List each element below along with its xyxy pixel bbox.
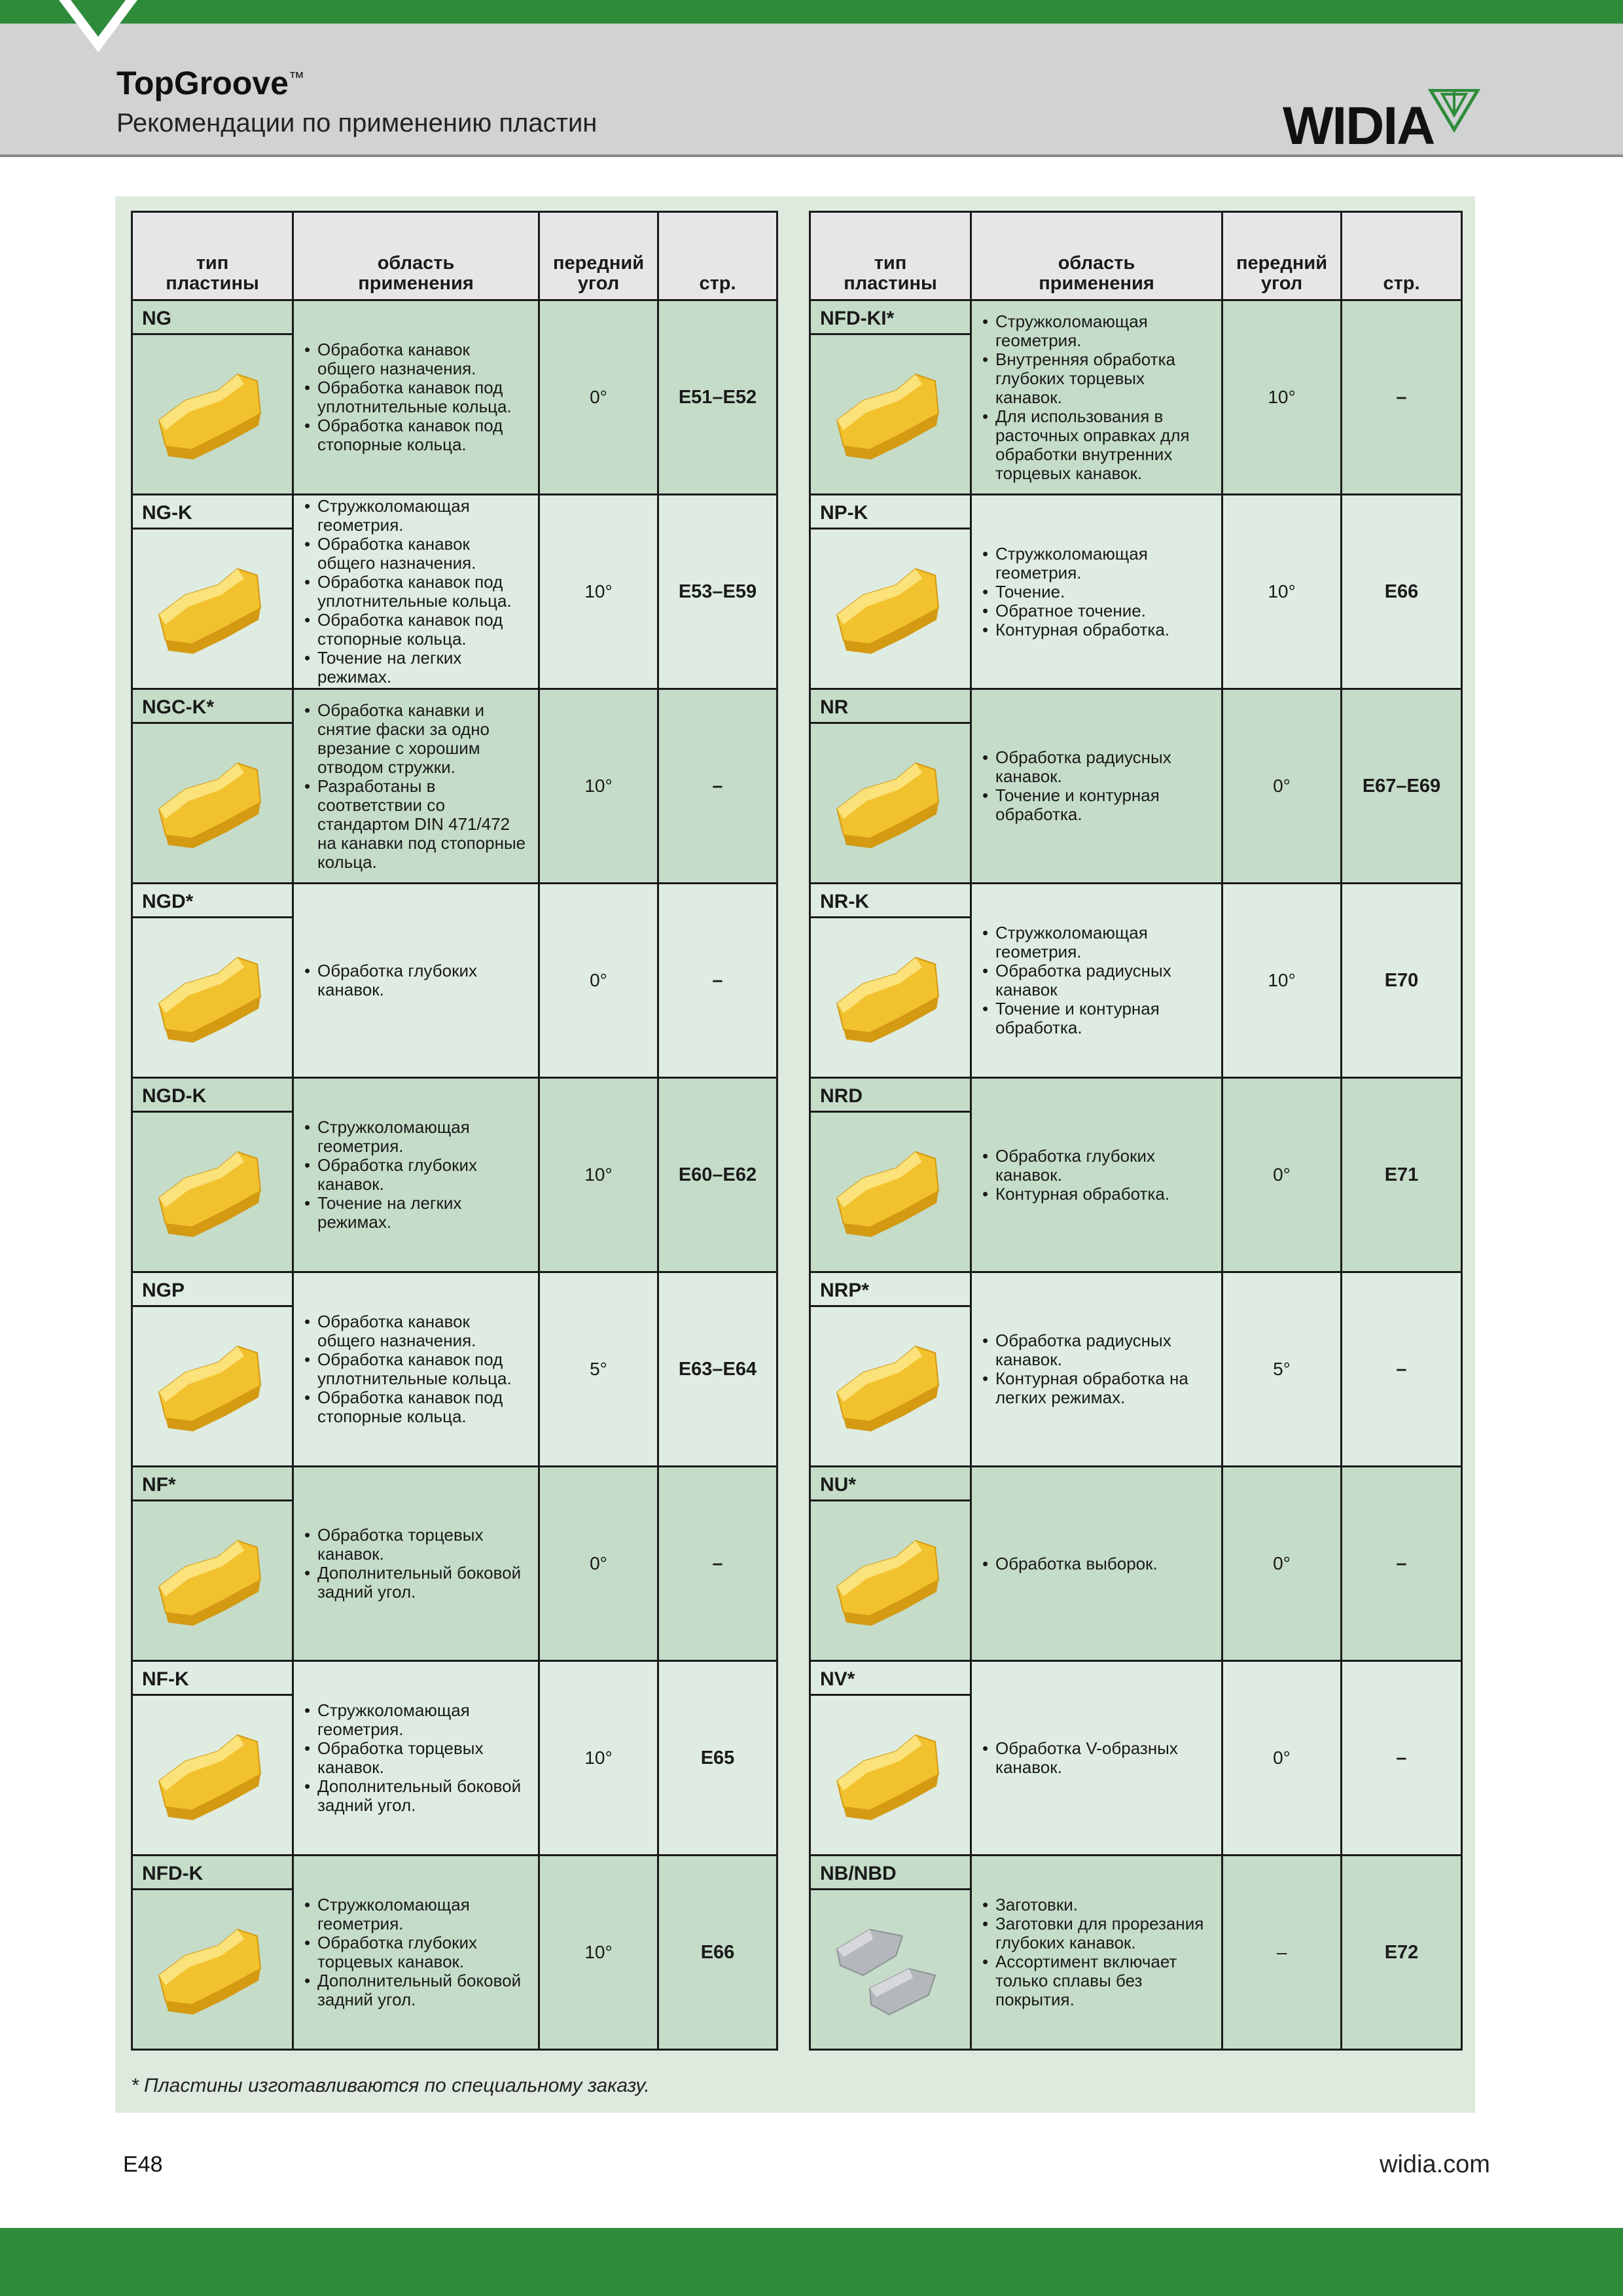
insert-image [133,1890,292,2045]
type-cell [132,689,293,884]
application-item: • Обработка канавок под стопорные кольца. [303,611,531,649]
application-item: • Обработка канавок под стопорные кольца. [303,1388,531,1426]
insert-image [811,918,970,1073]
rake-angle-cell: 0° [1222,1078,1342,1272]
insert-image [133,1113,292,1267]
rake-angle-cell: 5° [539,1272,658,1467]
application-cell [971,495,1222,689]
application-cell [971,689,1222,884]
insert-image-icon [824,1715,955,1833]
application-cell [293,689,539,884]
table-row [132,1856,777,2050]
application-item: • Обработка канавок под уплотнительные кольца. [303,1350,531,1388]
insert-type-label: NFD-K [133,1856,292,1890]
application-item: • Заготовки для прорезания глубоких канавок. [981,1914,1215,1952]
table-row [132,1661,777,1856]
insert-type-label: NGD-K [133,1079,292,1113]
rake-angle-cell: 0° [539,1467,658,1661]
application-item: • Точение на легких режимах. [303,1194,531,1232]
page-title: TopGroove™ [116,65,304,101]
page-header [0,24,1623,157]
header-application: область применения [971,212,1222,300]
rake-angle-cell: – [1222,1856,1342,2050]
insert-image [811,1890,970,2045]
table-row [810,1856,1462,2050]
rake-angle-cell: 10° [1222,495,1342,689]
type-cell [810,1661,971,1856]
application-item: • Обработка выборок. [981,1554,1215,1573]
header-page: стр. [658,212,777,300]
page-ref-cell: E51–E52 [658,300,777,495]
type-cell [810,495,971,689]
header-angle: передний угол [1222,212,1342,300]
type-cell [810,1078,971,1272]
application-item: • Контурная обработка на легких режимах. [981,1369,1215,1407]
application-item: • Обработка торцевых канавок. [303,1739,531,1777]
footnote: * Пластины изготавливаются по специальному заказу. [131,2075,650,2096]
application-item: • Обработка радиусных канавок [981,961,1215,999]
table-row [810,495,1462,689]
application-item: • Обработка V-образных канавок. [981,1739,1215,1777]
insert-image-icon [824,549,955,667]
insert-image [133,724,292,878]
insert-image [811,1501,970,1656]
insert-image-icon [146,549,277,667]
rake-angle-cell: 0° [539,884,658,1078]
type-cell [810,1272,971,1467]
table-row [810,1661,1462,1856]
type-cell [810,1467,971,1661]
application-item: • Для использования в расточных оправках для обработки внутренних торцевых канавок. [981,407,1215,483]
application-item: • Стружколомающая геометрия. [303,1118,531,1156]
application-item: • Обработка канавок общего назначения. [303,535,531,573]
table-row [132,689,777,884]
type-cell [810,300,971,495]
application-item: • Обработка глубоких канавок. [303,1156,531,1194]
insert-image [133,918,292,1073]
application-item: • Обработка радиусных канавок. [981,1331,1215,1369]
left-insert-table [131,211,778,2051]
insert-image-icon [824,744,955,861]
type-cell [132,1856,293,2050]
insert-image-icon [824,938,955,1056]
page-ref-cell: – [658,884,777,1078]
application-item: • Обработка канавок общего назначения. [303,340,531,378]
type-cell [132,495,293,689]
application-item: • Стружколомающая геометрия. [303,1895,531,1933]
type-cell [132,1661,293,1856]
page-subtitle: Рекомендации по применению пластин [116,109,597,137]
insert-type-label: NB/NBD [811,1856,970,1890]
application-cell [293,1856,539,2050]
insert-image-icon [824,355,955,473]
insert-image-icon [146,1327,277,1444]
application-item: • Контурная обработка. [981,1185,1215,1204]
application-cell [293,1661,539,1856]
application-item: • Обратное точение. [981,601,1215,620]
insert-type-label: NU* [811,1467,970,1501]
application-item: • Обработка канавок под уплотнительные кольца. [303,573,531,611]
rake-angle-cell: 10° [1222,884,1342,1078]
rake-angle-cell: 10° [539,1078,658,1272]
application-item: • Точение. [981,583,1215,601]
insert-image-icon [146,938,277,1056]
insert-type-label: NG [133,301,292,335]
type-cell [810,884,971,1078]
type-cell [810,689,971,884]
insert-image-icon [146,744,277,861]
table-row [132,300,777,495]
type-cell [132,1467,293,1661]
application-item: • Ассортимент включает только сплавы без покрытия. [981,1952,1215,2009]
rake-angle-cell: 0° [539,300,658,495]
insert-image [133,1696,292,1850]
application-item: • Обработка канавок общего назначения. [303,1312,531,1350]
insert-image [133,1307,292,1462]
rake-angle-cell: 5° [1222,1272,1342,1467]
application-cell [971,300,1222,495]
page-ref-cell: – [658,1467,777,1661]
application-item: • Стружколомающая геометрия. [303,1701,531,1739]
rake-angle-cell: 10° [539,495,658,689]
application-item: • Обработка канавок под стопорные кольца. [303,416,531,454]
rake-angle-cell: 10° [1222,300,1342,495]
page-ref-cell: E72 [1342,1856,1462,2050]
application-item: • Точение на легких режимах. [303,649,531,687]
type-cell [132,884,293,1078]
insert-type-label: NRP* [811,1273,970,1307]
page-ref-cell: – [1342,1661,1462,1856]
insert-type-label: NF* [133,1467,292,1501]
application-item: • Контурная обработка. [981,620,1215,639]
application-item: • Точение и контурная обработка. [981,999,1215,1037]
table-row [810,300,1462,495]
insert-type-label: NGC-K* [133,690,292,724]
insert-image [811,1307,970,1462]
insert-type-label: NV* [811,1662,970,1696]
application-cell [293,300,539,495]
page-ref-cell: E53–E59 [658,495,777,689]
rake-angle-cell: 10° [539,1661,658,1856]
header-page: стр. [1342,212,1462,300]
insert-type-label: NFD-KI* [811,301,970,335]
application-item: • Стружколомающая геометрия. [981,924,1215,961]
application-item: • Стружколомающая геометрия. [981,312,1215,350]
page-ref-cell: – [1342,1467,1462,1661]
insert-image [133,1501,292,1656]
insert-type-label: NR [811,690,970,724]
application-cell [293,1078,539,1272]
table-row [132,495,777,689]
insert-type-label: NRD [811,1079,970,1113]
page-ref-cell: E66 [658,1856,777,2050]
application-cell [971,1467,1222,1661]
insert-image [133,529,292,684]
insert-image [811,724,970,878]
page-ref-cell: E63–E64 [658,1272,777,1467]
page-ref-cell: E60–E62 [658,1078,777,1272]
application-item: • Разработаны в соответствии со стандартом DIN 471/472 на канавки под стопорные кольца. [303,777,531,872]
insert-image-icon [824,1521,955,1639]
page-ref-cell: – [658,689,777,884]
application-cell [971,1272,1222,1467]
type-cell [132,300,293,495]
top-green-bar [0,0,1623,24]
insert-type-label: NGP [133,1273,292,1307]
page-ref-cell: – [1342,300,1462,495]
insert-image-icon [146,1521,277,1639]
page-ref-cell: E70 [1342,884,1462,1078]
application-cell [971,884,1222,1078]
header-type: тип пластины [132,212,293,300]
insert-image-icon [146,1132,277,1250]
page-ref-cell: E65 [658,1661,777,1856]
application-item: • Точение и контурная обработка. [981,786,1215,824]
application-cell [293,495,539,689]
right-insert-table [809,211,1463,2051]
table-row [810,1078,1462,1272]
table-row [132,1467,777,1661]
insert-type-label: NF-K [133,1662,292,1696]
application-item: • Дополнительный боковой задний угол. [303,1564,531,1602]
application-item: • Обработка глубоких канавок. [981,1147,1215,1185]
header-type: тип пластины [810,212,971,300]
table-row [810,884,1462,1078]
table-row [132,1078,777,1272]
corner-notch-green [71,0,126,37]
insert-image-icon [824,1910,955,2028]
application-cell [293,884,539,1078]
header-application: область применения [293,212,539,300]
bottom-green-bar [0,2228,1623,2296]
insert-image-icon [146,355,277,473]
rake-angle-cell: 10° [539,1856,658,2050]
table-row [810,1272,1462,1467]
rake-angle-cell: 10° [539,689,658,884]
page-ref-cell: – [1342,1272,1462,1467]
widia-logo: WIDIA [1283,89,1479,161]
application-item: • Стружколомающая геометрия. [303,497,531,535]
insert-image [811,1696,970,1850]
rake-angle-cell: 0° [1222,1661,1342,1856]
table-row [132,1272,777,1467]
application-item: • Стружколомающая геометрия. [981,545,1215,583]
application-item: • Обработка торцевых канавок. [303,1526,531,1564]
website-link[interactable]: widia.com [1380,2151,1490,2178]
table-row [810,689,1462,884]
insert-image [133,335,292,490]
insert-image [811,335,970,490]
page-ref-cell: E66 [1342,495,1462,689]
rake-angle-cell: 0° [1222,689,1342,884]
application-cell [971,1661,1222,1856]
table-row [810,1467,1462,1661]
insert-image-icon [824,1327,955,1444]
insert-type-label: NP-K [811,495,970,529]
application-item: • Дополнительный боковой задний угол. [303,1777,531,1815]
type-cell [810,1856,971,2050]
insert-image-icon [146,1910,277,2028]
application-cell [971,1078,1222,1272]
insert-image-icon [824,1132,955,1250]
type-cell [132,1078,293,1272]
application-item: • Обработка канавки и снятие фаски за одно врезание с хорошим отводом стружки. [303,701,531,777]
insert-type-label: NG-K [133,495,292,529]
table-row [132,884,777,1078]
type-cell [132,1272,293,1467]
page-number: E48 [123,2152,163,2177]
header-angle: передний угол [539,212,658,300]
application-item: • Заготовки. [981,1895,1215,1914]
rake-angle-cell: 0° [1222,1467,1342,1661]
application-cell [293,1467,539,1661]
application-item: • Обработка глубоких торцевых канавок. [303,1933,531,1971]
application-item: • Обработка канавок под уплотнительные кольца. [303,378,531,416]
application-item: • Обработка радиусных канавок. [981,748,1215,786]
application-item: • Дополнительный боковой задний угол. [303,1971,531,2009]
application-cell [293,1272,539,1467]
insert-image-icon [146,1715,277,1833]
page-ref-cell: E67–E69 [1342,689,1462,884]
application-cell [971,1856,1222,2050]
insert-image [811,1113,970,1267]
widia-triangle-icon [1428,89,1480,135]
page-ref-cell: E71 [1342,1078,1462,1272]
application-item: • Внутренняя обработка глубоких торцевых канавок. [981,350,1215,407]
insert-type-label: NR-K [811,884,970,918]
application-item: • Обработка глубоких канавок. [303,961,531,999]
insert-image [811,529,970,684]
insert-type-label: NGD* [133,884,292,918]
